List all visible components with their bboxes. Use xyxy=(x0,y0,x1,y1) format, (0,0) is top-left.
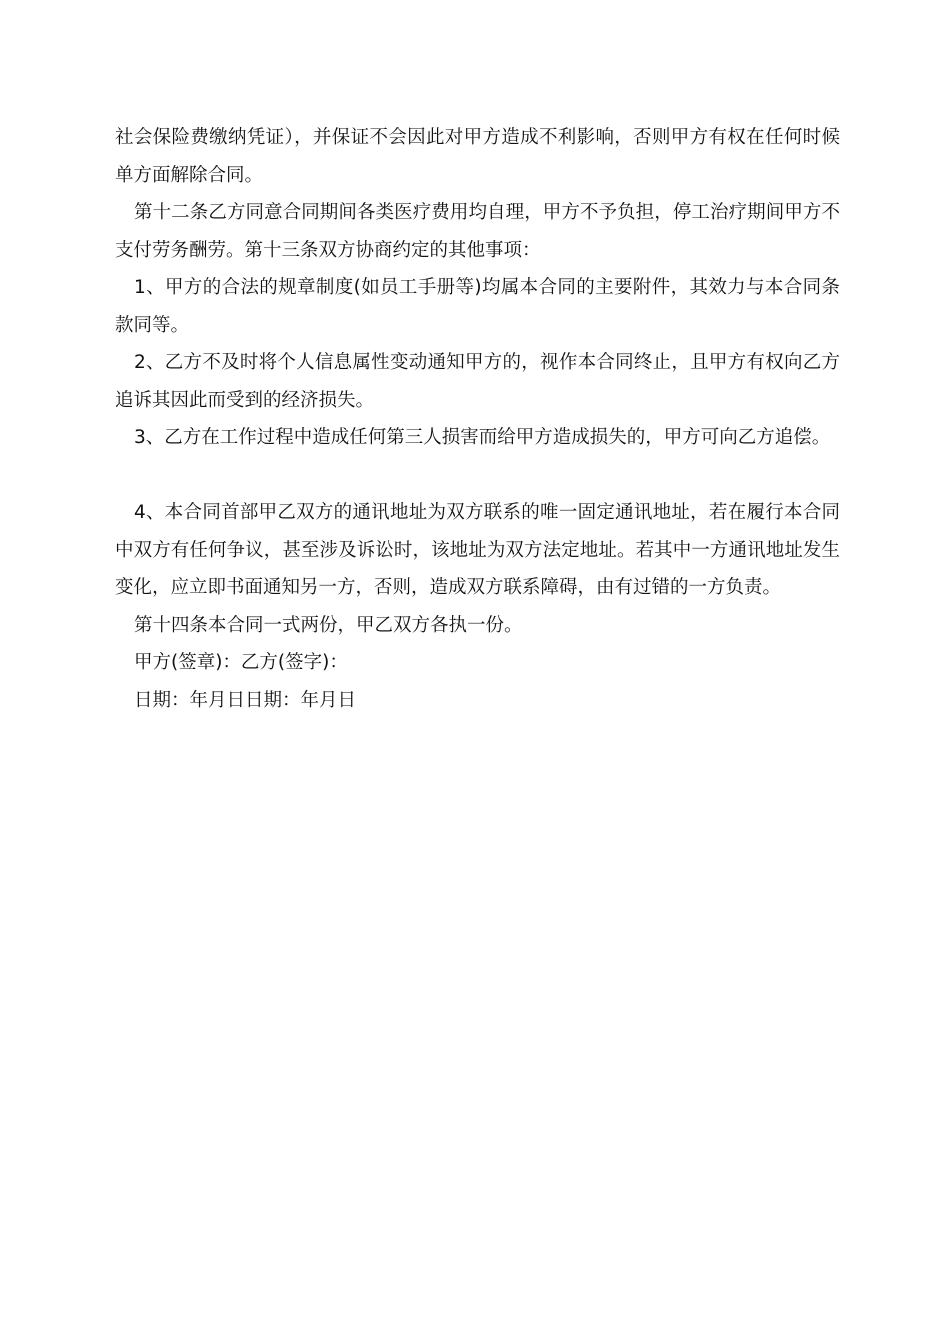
paragraph-spacer xyxy=(115,457,840,495)
paragraph-social-insurance: 社会保险费缴纳凭证），并保证不会因此对甲方造成不利影响，否则甲方有权在任何时候单方面解除合同。 xyxy=(115,127,840,186)
paragraph-item-4: 4、本合同首部甲乙双方的通讯地址为双方联系的唯一固定通讯地址，若在履行本合同中双方有任何争议，甚至涉及诉讼时，该地址为双方法定地址。若其中一方通讯地址发生变化，应立即书面通知另一方，否则，造成双方联系障碍，由有过错的一方负责。 xyxy=(115,502,840,598)
date-line: 日期：年月日日期：年月日 xyxy=(134,689,357,711)
paragraph-article-12-13: 第十二条乙方同意合同期间各类医疗费用均自理，甲方不予负担，停工治疗期间甲方不支付劳务酬劳。第十三条双方协商约定的其他事项： xyxy=(115,202,840,261)
paragraph-item-3: 3、乙方在工作过程中造成任何第三人损害而给甲方造成损失的，甲方可向乙方追偿。 xyxy=(134,427,831,448)
paragraph-item-2: 2、乙方不及时将个人信息属性变动通知甲方的，视作本合同终止，且甲方有权向乙方追诉其因此而受到的经济损失。 xyxy=(115,352,840,411)
document-body xyxy=(115,119,840,719)
paragraph-item-1: 1、甲方的合法的规章制度(如员工手册等)均属本合同的主要附件，其效力与本合同条款同等。 xyxy=(115,277,840,336)
paragraph-article-14: 第十四条本合同一式两份，甲乙双方各执一份。 xyxy=(134,614,523,636)
signature-line: 甲方(签章)：乙方(签字)： xyxy=(134,652,348,673)
